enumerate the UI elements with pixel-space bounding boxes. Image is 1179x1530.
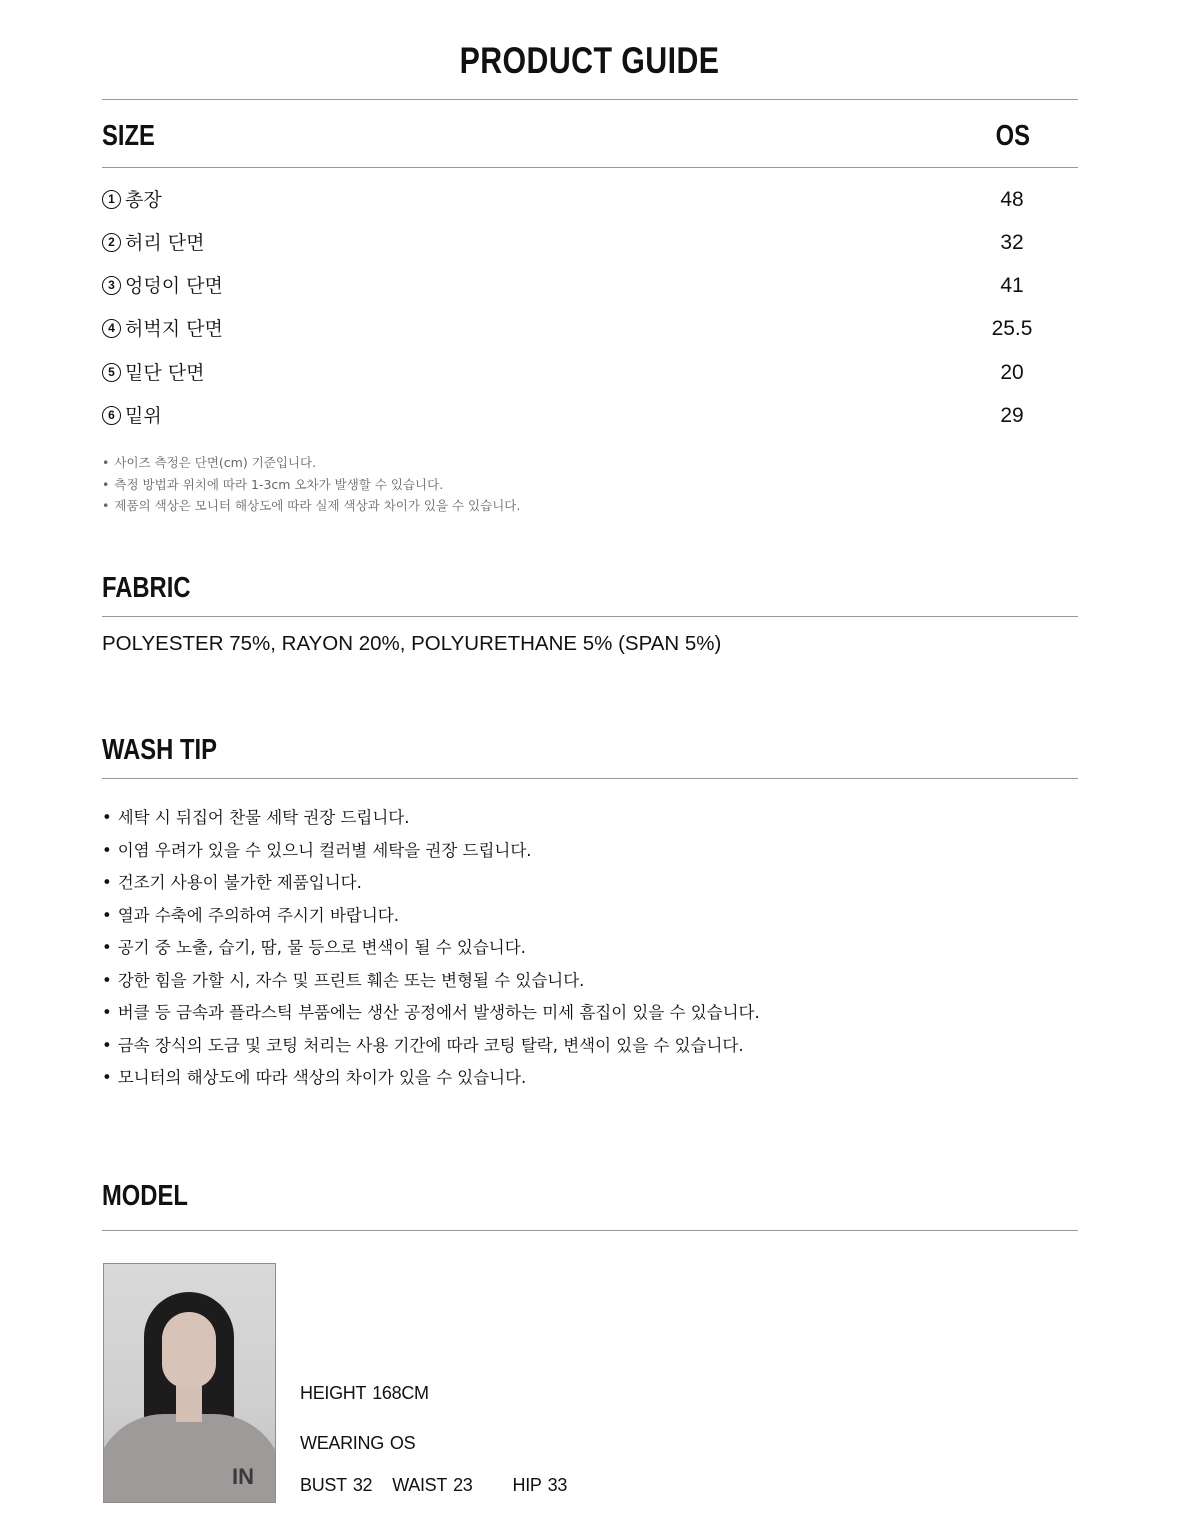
wash-tip-item: • 모니터의 해상도에 따라 색상의 차이가 있을 수 있습니다. (102, 1063, 760, 1096)
size-label: 밑위 (125, 405, 162, 427)
height-value: 168CM (372, 1383, 429, 1403)
size-label: 엉덩이 단면 (125, 275, 223, 297)
number-badge: 5 (102, 363, 121, 382)
size-value: 32 (1000, 231, 1024, 254)
bust-value: 32 (352, 1475, 373, 1495)
divider (102, 616, 1078, 617)
size-value: 25.5 (991, 317, 1033, 340)
divider (102, 1230, 1078, 1231)
size-label: 총장 (125, 189, 162, 211)
number-badge: 3 (102, 276, 121, 295)
height-label: HEIGHT (300, 1383, 367, 1403)
wash-tip-item: • 이염 우려가 있을 수 있으니 컬러별 세탁을 권장 드립니다. (102, 836, 760, 869)
wash-tip-item: • 세탁 시 뒤집어 찬물 세탁 권장 드립니다. (102, 803, 760, 836)
size-column-header: OS (995, 120, 1030, 152)
size-label: 허리 단면 (125, 232, 205, 254)
number-badge: 1 (102, 190, 121, 209)
wash-heading: WASH TIP (102, 734, 217, 766)
model-measurements (300, 1475, 567, 1496)
model-height (300, 1383, 429, 1404)
size-value: 20 (1000, 361, 1024, 384)
fabric-composition: POLYESTER 75%, RAYON 20%, POLYURETHANE 5% (SPAN 5%) (102, 632, 722, 655)
note-item: • 측정 방법과 위치에 따라 1-3cm 오차가 발생할 수 있습니다. (102, 474, 520, 496)
size-value: 48 (1000, 188, 1024, 211)
wash-tip-item: • 공기 중 노출, 습기, 땀, 물 등으로 변색이 될 수 있습니다. (102, 933, 760, 966)
size-row (102, 185, 1078, 215)
size-value: 41 (1000, 274, 1024, 297)
wash-tip-item: • 강한 힘을 가할 시, 자수 및 프린트 훼손 또는 변형될 수 있습니다. (102, 966, 760, 999)
wash-tip-item: • 열과 수축에 주의하여 주시기 바랍니다. (102, 901, 760, 934)
note-item: • 제품의 색상은 모니터 해상도에 따라 실제 색상과 차이가 있을 수 있습니다. (102, 495, 520, 517)
wash-tip-item: • 금속 장식의 도금 및 코팅 처리는 사용 기간에 따라 코팅 탈락, 변색이 있을 수 있습니다. (102, 1031, 760, 1064)
size-label: 밑단 단면 (125, 362, 205, 384)
model-heading: MODEL (102, 1180, 188, 1212)
waist-label: WAIST (392, 1475, 448, 1495)
waist-value: 23 (453, 1475, 473, 1495)
fabric-heading: FABRIC (102, 572, 191, 604)
divider (102, 778, 1078, 779)
wearing-label: WEARING (300, 1433, 384, 1453)
model-wearing (300, 1433, 415, 1454)
divider (102, 167, 1078, 168)
size-row (102, 271, 1078, 301)
divider (102, 99, 1078, 100)
number-badge: 2 (102, 233, 121, 252)
wash-tips-list (102, 803, 760, 1096)
wash-tip-item: • 버클 등 금속과 플라스틱 부품에는 생산 공정에서 발생하는 미세 흠집이 있을 수 있습니다. (102, 998, 760, 1031)
size-heading: SIZE (102, 120, 155, 152)
size-value: 29 (1000, 404, 1024, 427)
number-badge: 4 (102, 319, 121, 338)
wash-tip-item: • 건조기 사용이 불가한 제품입니다. (102, 868, 760, 901)
size-row (102, 401, 1078, 431)
size-notes (102, 452, 520, 517)
size-row (102, 228, 1078, 258)
hip-value: 33 (547, 1475, 568, 1495)
number-badge: 6 (102, 406, 121, 425)
hip-label: HIP (512, 1475, 542, 1495)
wearing-value: OS (389, 1433, 416, 1453)
size-row (102, 358, 1078, 388)
model-photo: IN (103, 1263, 276, 1503)
page-title: PRODUCT GUIDE (459, 40, 720, 81)
size-row (102, 314, 1078, 344)
note-item: • 사이즈 측정은 단면(cm) 기준입니다. (102, 452, 520, 474)
bust-label: BUST (300, 1475, 347, 1495)
size-label: 허벅지 단면 (125, 318, 223, 340)
